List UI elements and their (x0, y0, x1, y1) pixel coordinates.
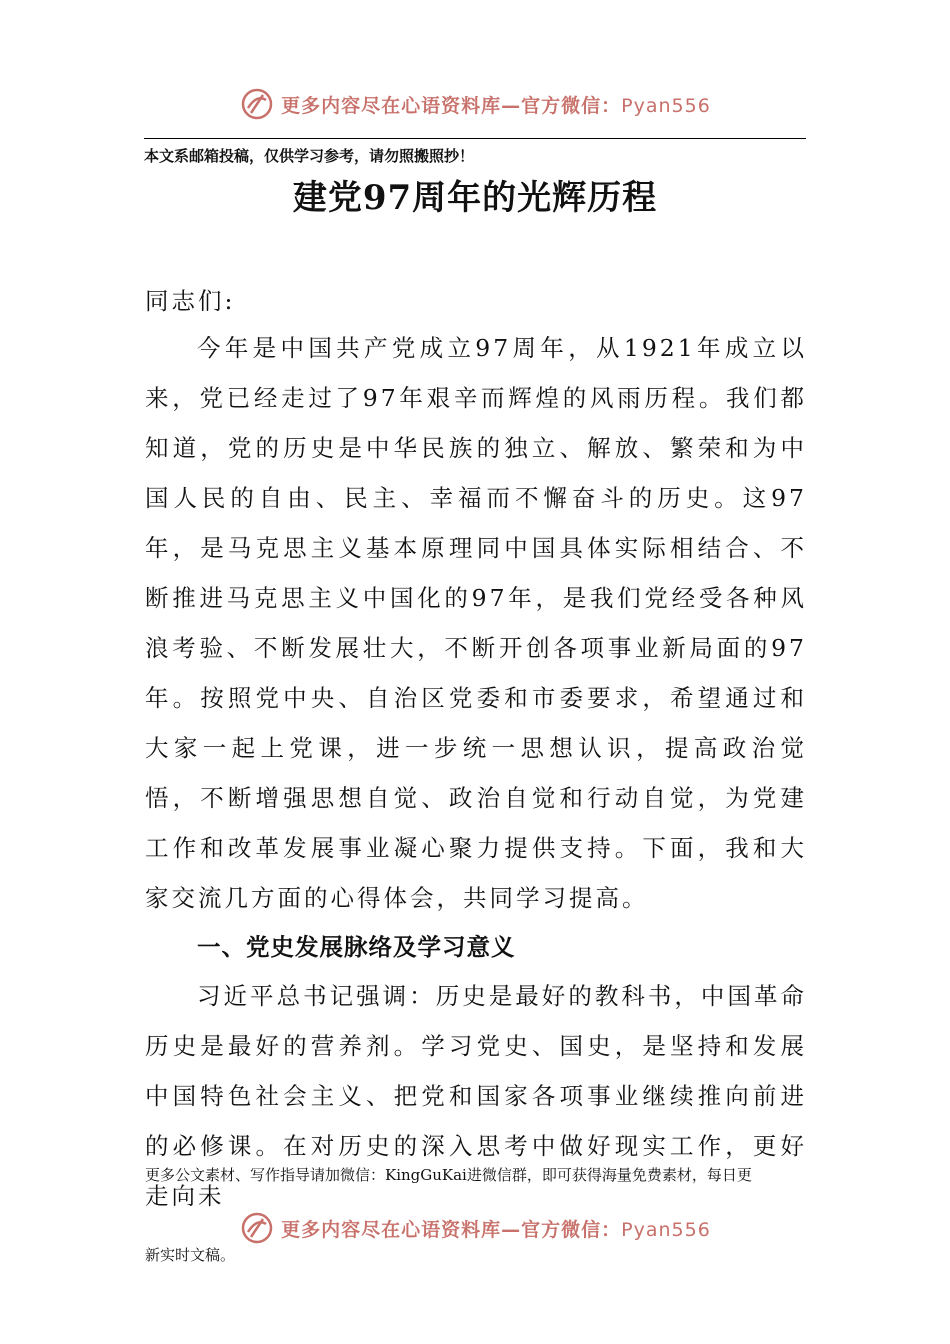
footer-note-line2: 新实时文稿。 (145, 1246, 236, 1264)
salutation: 同志们: (145, 287, 236, 315)
section-heading-1: 一、党史发展脉络及学习意义 (197, 933, 516, 961)
watermark-logo-icon (239, 86, 275, 122)
header-rule (144, 138, 806, 139)
watermark-top (0, 84, 950, 124)
footer-note-line1: 更多公文素材、写作指导请加微信：KingGuKai进微信群，即可获得海量免费素材，每日更 (145, 1166, 752, 1184)
paragraph-section-1: 习近平总书记强调：历史是最好的教科书，中国革命历史是最好的营养剂。学习党史、国史，是坚持和发展中国特色社会主义、把党和国家各项事业继续推向前进的必修课。在对历史的深入思考中做好现实工作，更好走向未 (145, 982, 807, 1210)
document-title: 建党97周年的光辉历程 (292, 178, 658, 218)
watermark-logo-icon (239, 1210, 275, 1246)
watermark-text: 更多内容尽在心语资料库—官方微信：Pyan556 (281, 1218, 711, 1241)
paragraph-intro: 今年是中国共产党成立97周年，从1921年成立以来，党已经走过了97年艰辛而辉煌的风雨历程。我们都知道，党的历史是中华民族的独立、解放、繁荣和为中国人民的自由、民主、幸福而不懈奋斗的历史。这97年，是马克思主义基本原理同中国具体实际相结合、不断推进马克思主义中国化的97年，是我们党经受各种风浪考验、不断发展壮大，不断开创各项事业新局面的97年。按照党中央、自治区党委和市委要求，希望通过和大家一起上党课，进一步统一思想认识，提高政治觉悟，不断增强思想自觉、政治自觉和行动自觉，为党建工作和改革发展事业凝心聚力提供支持。下面，我和大家交流几方面的心得体会，共同学习提高。 (145, 334, 807, 912)
submission-notice: 本文系邮箱投稿，仅供学习参考，请勿照搬照抄！ (144, 147, 475, 165)
watermark-bottom (0, 1208, 950, 1248)
watermark-text: 更多内容尽在心语资料库—官方微信：Pyan556 (281, 94, 711, 117)
